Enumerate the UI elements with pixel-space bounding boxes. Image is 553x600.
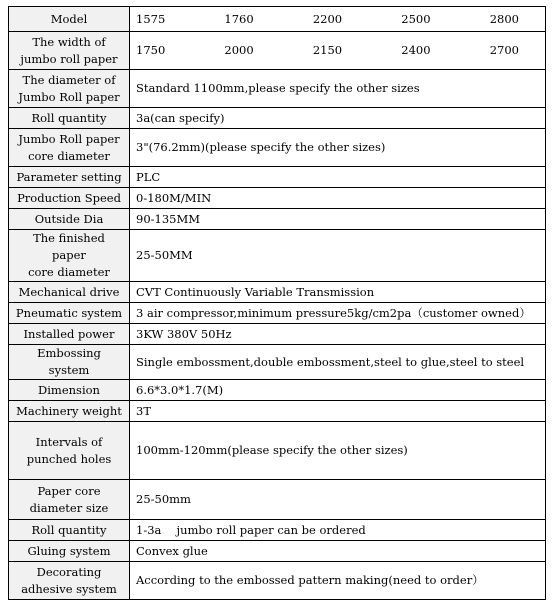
row-value: 6.6*3.0*1.7(M)	[130, 380, 546, 401]
table-row	[9, 108, 546, 129]
table-row	[9, 282, 546, 303]
row-label-dimension: Dimension	[9, 380, 130, 401]
row-value: 3KW 380V 50Hz	[130, 324, 546, 345]
label-line: The diameter of	[22, 72, 116, 87]
model-value: 1575	[136, 11, 166, 26]
label-line: Decorating	[36, 564, 102, 579]
row-value: 3 air compressor,minimum pressure5kg/cm2pa（customer owned）	[130, 303, 546, 324]
label-line: punched holes	[26, 451, 112, 466]
row-value: 3"(76.2mm)(please specify the other sizes)	[130, 129, 546, 167]
width-value: 2000	[224, 43, 254, 57]
label-line: Paper core	[37, 483, 101, 498]
row-label-finished-core-diameter	[9, 230, 130, 282]
label-line: adhesive system	[21, 581, 117, 596]
row-value: Convex glue	[130, 541, 546, 562]
model-value: 2800	[489, 11, 519, 26]
label-line: diameter size	[29, 500, 109, 515]
row-label-gluing-system: Gluing system	[9, 541, 130, 562]
row-value: 0-180M/MIN	[130, 188, 546, 209]
label-line: The width of	[32, 34, 106, 49]
table-row	[9, 541, 546, 562]
table-row	[9, 520, 546, 541]
model-values	[130, 7, 546, 32]
table-row	[9, 345, 546, 380]
row-label-model: Model	[9, 7, 130, 32]
row-value: Standard 1100mm,please specify the other sizes	[130, 70, 546, 108]
row-label-roll-quantity: Roll quantity	[9, 108, 130, 129]
label-line: core diameter	[28, 148, 110, 163]
table-row	[9, 401, 546, 422]
table-row	[9, 7, 546, 32]
table-row	[9, 70, 546, 108]
table-row	[9, 188, 546, 209]
row-value: 3T	[130, 401, 546, 422]
row-label-roll-quantity-2: Roll quantity	[9, 520, 130, 541]
table-row	[9, 129, 546, 167]
row-label-embossing-system: Embossing system	[9, 345, 130, 380]
model-value: 2500	[401, 11, 431, 26]
row-label-decorating-adhesive	[9, 562, 130, 600]
label-line: jumbo roll paper	[20, 51, 118, 66]
row-value: 25-50MM	[130, 230, 546, 282]
table-row	[9, 562, 546, 600]
table-row	[9, 209, 546, 230]
label-line: Jumbo Roll paper	[18, 131, 120, 146]
width-value: 2150	[312, 43, 343, 57]
row-value: Single embossment,double embossment,steel to glue,steel to steel	[130, 345, 546, 380]
table-row	[9, 480, 546, 520]
label-line: core diameter	[28, 265, 110, 279]
row-value: 3a(can specify)	[130, 108, 546, 129]
row-value: CVT Continuously Variable Transmission	[130, 282, 546, 303]
spec-table	[8, 6, 546, 600]
row-label-core-diameter	[9, 129, 130, 167]
row-label-installed-power: Installed power	[9, 324, 130, 345]
label-line: Intervals of	[35, 434, 103, 449]
label-line: The finished paper	[33, 231, 105, 262]
row-label-jumbo-width	[9, 32, 130, 70]
row-label-jumbo-diameter	[9, 70, 130, 108]
row-value: 25-50mm	[130, 480, 546, 520]
row-label-mechanical-drive: Mechanical drive	[9, 282, 130, 303]
row-label-machinery-weight: Machinery weight	[9, 401, 130, 422]
table-row	[9, 167, 546, 188]
row-value: PLC	[130, 167, 546, 188]
row-value: 1-3a jumbo roll paper can be ordered	[130, 520, 546, 541]
table-row	[9, 380, 546, 401]
width-value: 2700	[489, 43, 519, 57]
row-value: 90-135MM	[130, 209, 546, 230]
jumbo-width-values	[130, 32, 546, 70]
model-value: 2200	[312, 11, 343, 26]
row-value: 100mm-120mm(please specify the other sizes)	[130, 422, 546, 480]
model-value: 1760	[224, 11, 254, 26]
label-line: Jumbo Roll paper	[18, 89, 120, 104]
row-label-pneumatic-system: Pneumatic system	[9, 303, 130, 324]
table-row	[9, 230, 546, 282]
row-label-production-speed: Production Speed	[9, 188, 130, 209]
table-row	[9, 32, 546, 70]
row-label-paper-core-diameter	[9, 480, 130, 520]
width-value: 1750	[136, 43, 166, 57]
table-row	[9, 422, 546, 480]
table-row	[9, 324, 546, 345]
row-label-parameter-setting: Parameter setting	[9, 167, 130, 188]
table-row	[9, 303, 546, 324]
row-label-punched-holes	[9, 422, 130, 480]
width-value: 2400	[401, 43, 431, 57]
row-value: According to the embossed pattern making(need to order）	[130, 562, 546, 600]
row-label-outside-dia: Outside Dia	[9, 209, 130, 230]
